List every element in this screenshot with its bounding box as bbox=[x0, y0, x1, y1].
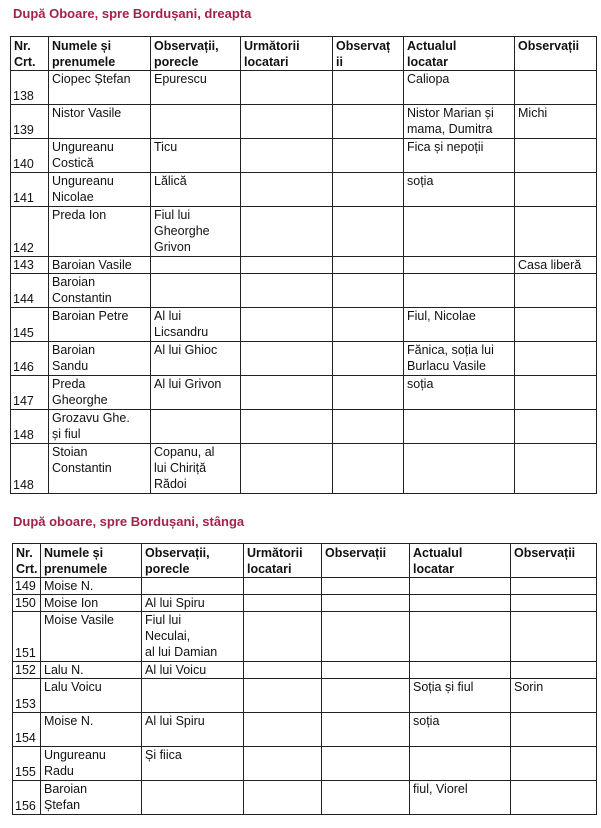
table-left-side bbox=[12, 543, 597, 815]
cell-nr-crt: 149 bbox=[13, 578, 41, 595]
cell-numele: Moise Vasile bbox=[41, 612, 142, 662]
cell-nr-crt: 147 bbox=[11, 376, 49, 410]
cell-actualul-locatar: soția bbox=[404, 173, 515, 207]
cell-nr-crt: 152 bbox=[13, 662, 41, 679]
cell-observatii-final bbox=[515, 376, 597, 410]
table-header-row bbox=[11, 37, 597, 71]
cell-observatii bbox=[322, 781, 410, 815]
header-actualul-locatar: Actualul locatar bbox=[404, 37, 515, 71]
cell-nr-crt: 144 bbox=[11, 274, 49, 308]
table-row bbox=[11, 342, 597, 376]
cell-actualul-locatar: Fica și nepoții bbox=[404, 139, 515, 173]
cell-observatii bbox=[333, 376, 404, 410]
cell-observatii-porecle: Al lui Spiru bbox=[142, 713, 244, 747]
cell-numele: Moise N. bbox=[41, 713, 142, 747]
cell-actualul-locatar: soția bbox=[404, 376, 515, 410]
cell-nr-crt: 141 bbox=[11, 173, 49, 207]
cell-observatii-porecle: Epurescu bbox=[151, 71, 241, 105]
header-numele: Numele și prenumele bbox=[49, 37, 151, 71]
cell-observatii-porecle bbox=[142, 578, 244, 595]
header-observatii-final: Observații bbox=[515, 37, 597, 71]
table-row bbox=[13, 781, 597, 815]
cell-nr-crt: 155 bbox=[13, 747, 41, 781]
cell-observatii-porecle: Fiul lui Neculai, al lui Damian bbox=[142, 612, 244, 662]
cell-urmatorii-locatari bbox=[244, 662, 322, 679]
cell-urmatorii-locatari bbox=[244, 747, 322, 781]
cell-observatii-porecle: Ticu bbox=[151, 139, 241, 173]
cell-observatii bbox=[322, 612, 410, 662]
cell-observatii-final bbox=[515, 342, 597, 376]
cell-actualul-locatar: Nistor Marian și mama, Dumitra bbox=[404, 105, 515, 139]
cell-observatii-porecle bbox=[151, 257, 241, 274]
cell-actualul-locatar bbox=[410, 662, 511, 679]
cell-nr-crt: 140 bbox=[11, 139, 49, 173]
cell-nr-crt: 156 bbox=[13, 781, 41, 815]
table-row bbox=[13, 747, 597, 781]
cell-observatii-porecle bbox=[142, 781, 244, 815]
cell-actualul-locatar bbox=[410, 747, 511, 781]
cell-observatii-final bbox=[511, 747, 597, 781]
cell-observatii bbox=[333, 207, 404, 257]
table-row bbox=[13, 612, 597, 662]
cell-urmatorii-locatari bbox=[241, 139, 333, 173]
cell-urmatorii-locatari bbox=[241, 105, 333, 139]
cell-observatii bbox=[333, 342, 404, 376]
cell-urmatorii-locatari bbox=[241, 444, 333, 494]
cell-observatii bbox=[322, 679, 410, 713]
cell-actualul-locatar: Fănica, soția lui Burlacu Vasile bbox=[404, 342, 515, 376]
cell-numele: Ungureanu Costică bbox=[49, 139, 151, 173]
header-observatii-porecle: Observații, porecle bbox=[142, 544, 244, 578]
cell-actualul-locatar bbox=[404, 410, 515, 444]
cell-observatii-final bbox=[515, 274, 597, 308]
table-row bbox=[11, 410, 597, 444]
cell-urmatorii-locatari bbox=[241, 376, 333, 410]
cell-actualul-locatar: Caliopa bbox=[404, 71, 515, 105]
table-row bbox=[13, 662, 597, 679]
table-row bbox=[11, 274, 597, 308]
cell-observatii-final bbox=[515, 173, 597, 207]
cell-numele: Nistor Vasile bbox=[49, 105, 151, 139]
cell-urmatorii-locatari bbox=[244, 781, 322, 815]
cell-nr-crt: 150 bbox=[13, 595, 41, 612]
cell-observatii-porecle: Al lui Licsandru bbox=[151, 308, 241, 342]
cell-observatii-final bbox=[511, 781, 597, 815]
cell-numele: Ungureanu Nicolae bbox=[49, 173, 151, 207]
cell-numele: Ciopec Ștefan bbox=[49, 71, 151, 105]
cell-observatii bbox=[333, 105, 404, 139]
cell-observatii-porecle: Fiul lui Gheorghe Grivon bbox=[151, 207, 241, 257]
cell-numele: Baroian Ștefan bbox=[41, 781, 142, 815]
cell-observatii-porecle: Al lui Grivon bbox=[151, 376, 241, 410]
cell-actualul-locatar: soția bbox=[410, 713, 511, 747]
cell-urmatorii-locatari bbox=[241, 173, 333, 207]
header-nr-crt: Nr. Crt. bbox=[13, 544, 41, 578]
cell-observatii bbox=[333, 257, 404, 274]
cell-actualul-locatar bbox=[410, 612, 511, 662]
cell-numele: Preda Gheorghe bbox=[49, 376, 151, 410]
cell-nr-crt: 138 bbox=[11, 71, 49, 105]
cell-numele: Grozavu Ghe. și fiul bbox=[49, 410, 151, 444]
cell-nr-crt: 148 bbox=[11, 410, 49, 444]
cell-numele: Moise Ion bbox=[41, 595, 142, 612]
cell-actualul-locatar: Soția și fiul bbox=[410, 679, 511, 713]
cell-urmatorii-locatari bbox=[241, 257, 333, 274]
cell-observatii-final bbox=[515, 71, 597, 105]
cell-actualul-locatar bbox=[404, 274, 515, 308]
cell-numele: Baroian Constantin bbox=[49, 274, 151, 308]
cell-observatii-porecle: Copanu, al lui Chiriță Rădoi bbox=[151, 444, 241, 494]
cell-observatii-porecle: Și fiica bbox=[142, 747, 244, 781]
cell-numele: Ungureanu Radu bbox=[41, 747, 142, 781]
section-1-title: După Oboare, spre Bordușani, dreapta bbox=[13, 6, 252, 21]
cell-numele: Lalu Voicu bbox=[41, 679, 142, 713]
table-row bbox=[11, 257, 597, 274]
cell-observatii bbox=[333, 274, 404, 308]
table-row bbox=[13, 713, 597, 747]
cell-urmatorii-locatari bbox=[241, 308, 333, 342]
cell-observatii-final bbox=[515, 410, 597, 444]
cell-observatii bbox=[333, 444, 404, 494]
cell-actualul-locatar bbox=[404, 257, 515, 274]
cell-observatii bbox=[333, 308, 404, 342]
cell-actualul-locatar bbox=[410, 578, 511, 595]
cell-nr-crt: 145 bbox=[11, 308, 49, 342]
cell-nr-crt: 143 bbox=[11, 257, 49, 274]
cell-urmatorii-locatari bbox=[241, 207, 333, 257]
cell-numele: Lalu N. bbox=[41, 662, 142, 679]
cell-observatii-final: Michi bbox=[515, 105, 597, 139]
cell-observatii-final bbox=[511, 662, 597, 679]
cell-observatii-final bbox=[511, 595, 597, 612]
cell-urmatorii-locatari bbox=[241, 274, 333, 308]
header-observatii: Observații bbox=[322, 544, 410, 578]
cell-observatii bbox=[322, 713, 410, 747]
table-row bbox=[11, 308, 597, 342]
table-header-row bbox=[13, 544, 597, 578]
cell-observatii-porecle: Al lui Voicu bbox=[142, 662, 244, 679]
header-urmatorii-locatari: Următorii locatari bbox=[244, 544, 322, 578]
cell-observatii-final: Casa liberă bbox=[515, 257, 597, 274]
header-observatii: Observaț ii bbox=[333, 37, 404, 71]
cell-observatii bbox=[322, 595, 410, 612]
cell-observatii-final bbox=[515, 207, 597, 257]
cell-nr-crt: 142 bbox=[11, 207, 49, 257]
cell-urmatorii-locatari bbox=[241, 342, 333, 376]
table-row bbox=[13, 679, 597, 713]
cell-observatii bbox=[322, 747, 410, 781]
cell-observatii-porecle: Al lui Ghioc bbox=[151, 342, 241, 376]
cell-observatii bbox=[322, 662, 410, 679]
header-observatii-final: Observații bbox=[511, 544, 597, 578]
cell-numele: Moise N. bbox=[41, 578, 142, 595]
table-row bbox=[11, 139, 597, 173]
cell-observatii bbox=[333, 410, 404, 444]
cell-nr-crt: 154 bbox=[13, 713, 41, 747]
cell-urmatorii-locatari bbox=[244, 679, 322, 713]
cell-nr-crt: 139 bbox=[11, 105, 49, 139]
cell-urmatorii-locatari bbox=[244, 595, 322, 612]
cell-numele: Baroian Sandu bbox=[49, 342, 151, 376]
cell-observatii-final: Sorin bbox=[511, 679, 597, 713]
cell-nr-crt: 146 bbox=[11, 342, 49, 376]
cell-observatii-porecle bbox=[151, 274, 241, 308]
table-row bbox=[11, 444, 597, 494]
cell-nr-crt: 151 bbox=[13, 612, 41, 662]
header-numele: Numele și prenumele bbox=[41, 544, 142, 578]
table-row bbox=[13, 595, 597, 612]
cell-urmatorii-locatari bbox=[244, 612, 322, 662]
cell-numele: Baroian Petre bbox=[49, 308, 151, 342]
table-row bbox=[11, 173, 597, 207]
cell-observatii-final bbox=[511, 612, 597, 662]
section-2-title: După oboare, spre Bordușani, stânga bbox=[13, 514, 245, 529]
cell-urmatorii-locatari bbox=[244, 713, 322, 747]
cell-observatii-final bbox=[515, 308, 597, 342]
cell-observatii-porecle bbox=[151, 410, 241, 444]
cell-numele: Baroian Vasile bbox=[49, 257, 151, 274]
table-row bbox=[11, 105, 597, 139]
cell-observatii bbox=[322, 578, 410, 595]
cell-actualul-locatar: Fiul, Nicolae bbox=[404, 308, 515, 342]
cell-observatii-final bbox=[511, 578, 597, 595]
header-actualul-locatar: Actualul locatar bbox=[410, 544, 511, 578]
cell-observatii-final bbox=[511, 713, 597, 747]
header-nr-crt: Nr. Crt. bbox=[11, 37, 49, 71]
table-row bbox=[11, 71, 597, 105]
cell-actualul-locatar: fiul, Viorel bbox=[410, 781, 511, 815]
cell-actualul-locatar bbox=[404, 444, 515, 494]
header-observatii-porecle: Observații, porecle bbox=[151, 37, 241, 71]
cell-urmatorii-locatari bbox=[241, 410, 333, 444]
cell-nr-crt: 153 bbox=[13, 679, 41, 713]
cell-observatii bbox=[333, 71, 404, 105]
table-row bbox=[11, 376, 597, 410]
cell-observatii-porecle bbox=[142, 679, 244, 713]
cell-observatii bbox=[333, 173, 404, 207]
cell-observatii-porecle: Lălică bbox=[151, 173, 241, 207]
cell-urmatorii-locatari bbox=[241, 71, 333, 105]
cell-nr-crt: 148 bbox=[11, 444, 49, 494]
header-urmatorii-locatari: Următorii locatari bbox=[241, 37, 333, 71]
cell-numele: Preda Ion bbox=[49, 207, 151, 257]
cell-observatii-final bbox=[515, 444, 597, 494]
cell-actualul-locatar bbox=[410, 595, 511, 612]
table-row bbox=[13, 578, 597, 595]
cell-observatii bbox=[333, 139, 404, 173]
table-row bbox=[11, 207, 597, 257]
table-right-side bbox=[10, 36, 597, 494]
cell-urmatorii-locatari bbox=[244, 578, 322, 595]
cell-observatii-porecle: Al lui Spiru bbox=[142, 595, 244, 612]
cell-numele: Stoian Constantin bbox=[49, 444, 151, 494]
cell-observatii-final bbox=[515, 139, 597, 173]
cell-observatii-porecle bbox=[151, 105, 241, 139]
cell-actualul-locatar bbox=[404, 207, 515, 257]
